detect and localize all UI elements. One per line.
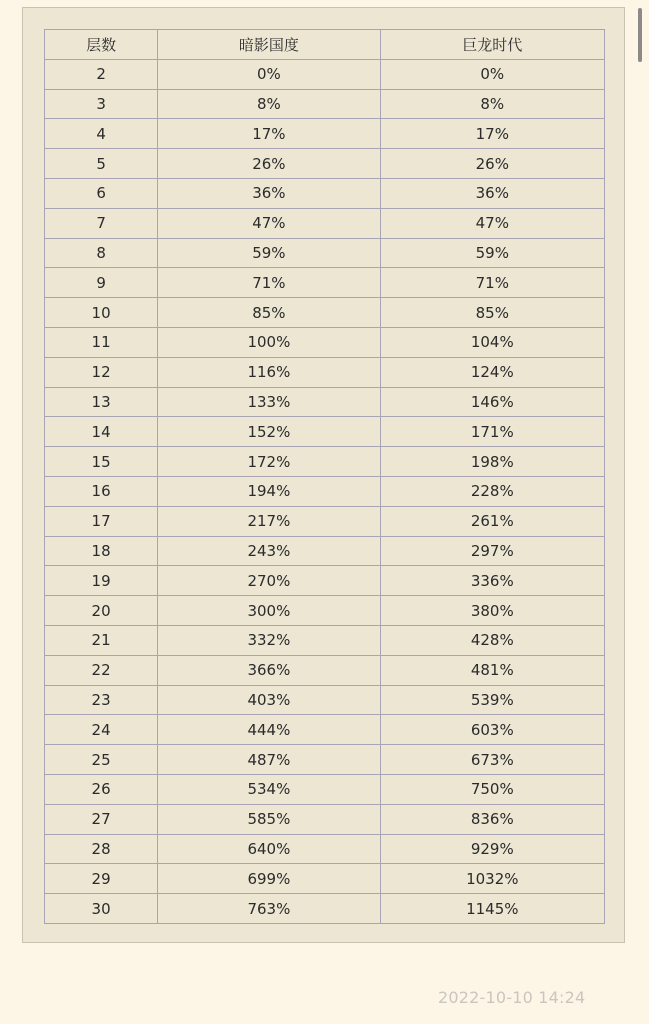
cell-dragonflight: 297% (380, 536, 604, 566)
header-shadowlands: 暗影国度 (158, 30, 380, 60)
table-row (45, 208, 605, 238)
cell-shadowlands: 152% (158, 417, 380, 447)
cell-layer: 13 (45, 387, 158, 417)
cell-shadowlands: 270% (158, 566, 380, 596)
cell-shadowlands: 534% (158, 774, 380, 804)
cell-dragonflight: 26% (380, 149, 604, 179)
cell-layer: 20 (45, 596, 158, 626)
cell-dragonflight: 85% (380, 298, 604, 328)
cell-dragonflight: 481% (380, 655, 604, 685)
table-row (45, 804, 605, 834)
cell-layer: 2 (45, 59, 158, 89)
cell-shadowlands: 300% (158, 596, 380, 626)
cell-layer: 30 (45, 894, 158, 924)
timestamp: 2022-10-10 14:24 (438, 988, 586, 1007)
cell-layer: 26 (45, 774, 158, 804)
table-header-row (45, 30, 605, 60)
cell-shadowlands: 243% (158, 536, 380, 566)
cell-dragonflight: 124% (380, 357, 604, 387)
header-dragonflight: 巨龙时代 (380, 30, 604, 60)
cell-shadowlands: 59% (158, 238, 380, 268)
cell-layer: 14 (45, 417, 158, 447)
cell-dragonflight: 750% (380, 774, 604, 804)
table-row (45, 178, 605, 208)
cell-layer: 6 (45, 178, 158, 208)
cell-dragonflight: 428% (380, 625, 604, 655)
cell-dragonflight: 1145% (380, 894, 604, 924)
table-row (45, 149, 605, 179)
data-table (44, 29, 605, 924)
cell-layer: 7 (45, 208, 158, 238)
cell-dragonflight: 47% (380, 208, 604, 238)
cell-shadowlands: 0% (158, 59, 380, 89)
cell-shadowlands: 585% (158, 804, 380, 834)
cell-layer: 28 (45, 834, 158, 864)
cell-dragonflight: 336% (380, 566, 604, 596)
table-row (45, 625, 605, 655)
cell-shadowlands: 71% (158, 268, 380, 298)
cell-layer: 19 (45, 566, 158, 596)
cell-dragonflight: 36% (380, 178, 604, 208)
cell-layer: 21 (45, 625, 158, 655)
cell-shadowlands: 172% (158, 447, 380, 477)
table-row (45, 357, 605, 387)
cell-layer: 12 (45, 357, 158, 387)
table-row (45, 685, 605, 715)
cell-shadowlands: 699% (158, 864, 380, 894)
cell-shadowlands: 8% (158, 89, 380, 119)
cell-shadowlands: 763% (158, 894, 380, 924)
cell-layer: 16 (45, 476, 158, 506)
header-layer: 层数 (45, 30, 158, 60)
scrollbar[interactable] (638, 8, 642, 62)
cell-dragonflight: 929% (380, 834, 604, 864)
cell-dragonflight: 539% (380, 685, 604, 715)
cell-layer: 29 (45, 864, 158, 894)
cell-shadowlands: 47% (158, 208, 380, 238)
table-row (45, 417, 605, 447)
cell-layer: 3 (45, 89, 158, 119)
table-row (45, 596, 605, 626)
table-row (45, 327, 605, 357)
cell-shadowlands: 116% (158, 357, 380, 387)
cell-dragonflight: 198% (380, 447, 604, 477)
cell-shadowlands: 366% (158, 655, 380, 685)
cell-dragonflight: 146% (380, 387, 604, 417)
table-row (45, 715, 605, 745)
cell-layer: 23 (45, 685, 158, 715)
table-body (45, 59, 605, 923)
table-row (45, 476, 605, 506)
cell-shadowlands: 403% (158, 685, 380, 715)
cell-dragonflight: 17% (380, 119, 604, 149)
table-row (45, 536, 605, 566)
table-row (45, 566, 605, 596)
table-row (45, 447, 605, 477)
cell-dragonflight: 380% (380, 596, 604, 626)
cell-layer: 15 (45, 447, 158, 477)
cell-dragonflight: 228% (380, 476, 604, 506)
table-row (45, 268, 605, 298)
cell-shadowlands: 133% (158, 387, 380, 417)
table-row (45, 894, 605, 924)
table-row (45, 119, 605, 149)
table-row (45, 506, 605, 536)
cell-layer: 17 (45, 506, 158, 536)
cell-dragonflight: 1032% (380, 864, 604, 894)
cell-shadowlands: 194% (158, 476, 380, 506)
cell-dragonflight: 8% (380, 89, 604, 119)
cell-layer: 25 (45, 745, 158, 775)
cell-shadowlands: 487% (158, 745, 380, 775)
table-row (45, 655, 605, 685)
table-row (45, 834, 605, 864)
cell-dragonflight: 603% (380, 715, 604, 745)
table-row (45, 89, 605, 119)
cell-shadowlands: 444% (158, 715, 380, 745)
cell-layer: 5 (45, 149, 158, 179)
table-panel (22, 7, 625, 943)
cell-dragonflight: 59% (380, 238, 604, 268)
cell-layer: 24 (45, 715, 158, 745)
cell-layer: 18 (45, 536, 158, 566)
cell-shadowlands: 85% (158, 298, 380, 328)
table-row (45, 59, 605, 89)
cell-shadowlands: 17% (158, 119, 380, 149)
table-row (45, 774, 605, 804)
cell-shadowlands: 640% (158, 834, 380, 864)
cell-layer: 27 (45, 804, 158, 834)
cell-shadowlands: 36% (158, 178, 380, 208)
cell-shadowlands: 100% (158, 327, 380, 357)
cell-dragonflight: 71% (380, 268, 604, 298)
cell-dragonflight: 104% (380, 327, 604, 357)
table-row (45, 238, 605, 268)
cell-dragonflight: 836% (380, 804, 604, 834)
cell-shadowlands: 332% (158, 625, 380, 655)
cell-shadowlands: 26% (158, 149, 380, 179)
cell-layer: 11 (45, 327, 158, 357)
cell-layer: 10 (45, 298, 158, 328)
cell-dragonflight: 673% (380, 745, 604, 775)
table-row (45, 745, 605, 775)
cell-shadowlands: 217% (158, 506, 380, 536)
cell-dragonflight: 261% (380, 506, 604, 536)
table-row (45, 864, 605, 894)
cell-layer: 8 (45, 238, 158, 268)
cell-layer: 4 (45, 119, 158, 149)
cell-layer: 22 (45, 655, 158, 685)
table-row (45, 387, 605, 417)
cell-dragonflight: 171% (380, 417, 604, 447)
table-row (45, 298, 605, 328)
cell-layer: 9 (45, 268, 158, 298)
cell-dragonflight: 0% (380, 59, 604, 89)
